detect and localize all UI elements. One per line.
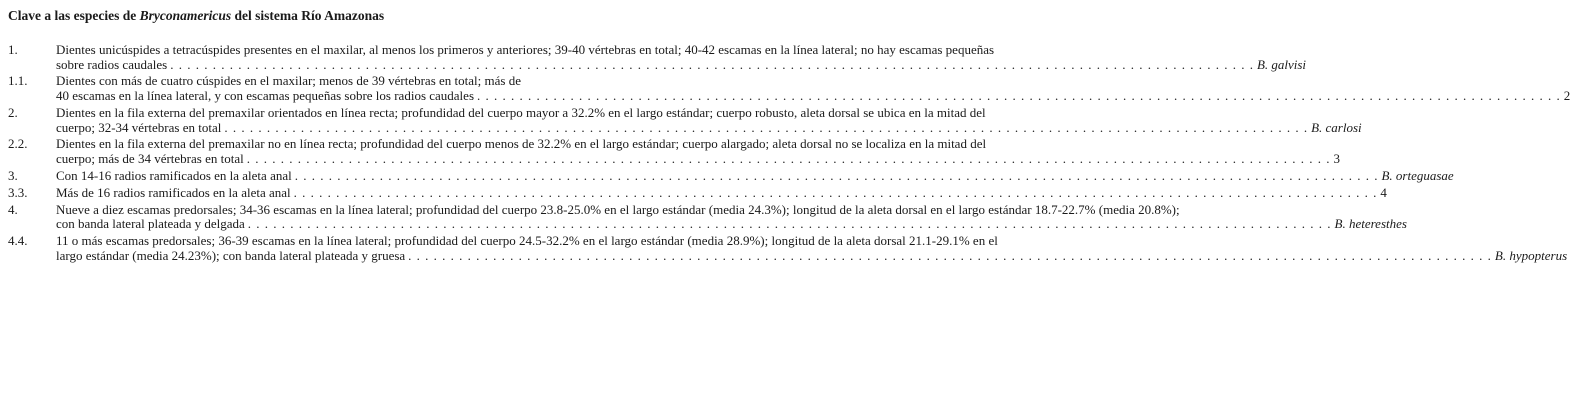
entry-number: 1.1. xyxy=(8,73,28,89)
leader-dots xyxy=(248,217,1332,232)
entry-last-line: largo estándar (media 24.23%); con banda lateral plateada y gruesa xyxy=(56,247,406,263)
entry-number: 1. xyxy=(8,42,18,57)
entry-number: 2.2. xyxy=(8,136,28,152)
entry-last-line: Con 14-16 radios ramificados en la aleta anal xyxy=(56,167,292,183)
key-entry-2-2 xyxy=(8,136,1340,167)
entry-last-line: Más de 16 radios ramificados en la aleta anal xyxy=(56,184,291,200)
leader-dots xyxy=(247,152,1331,167)
entry-last-line: cuerpo; 32-34 vértebras en total xyxy=(56,119,222,135)
entry-number: 3.3. xyxy=(8,184,28,200)
key-entry-1-1 xyxy=(8,73,1570,104)
key-entry-2 xyxy=(8,104,1362,135)
leader-dots xyxy=(170,58,1254,73)
entry-body xyxy=(56,169,1454,184)
title-suffix: del sistema Río Amazonas xyxy=(231,8,385,23)
leader-dots xyxy=(408,249,1492,264)
entry-number: 4.4. xyxy=(8,233,28,249)
entry-last-line: sobre radios caudales xyxy=(56,56,168,72)
leader-dots xyxy=(224,121,1308,136)
entry-target-couplet: 2 xyxy=(1563,88,1570,104)
key-entry-4-4 xyxy=(8,233,1568,263)
entry-body xyxy=(56,106,1362,135)
title-genus: Bryconamericus xyxy=(139,8,232,23)
entry-text: Dientes con más de cuatro cúspides en el maxilar; menos de 39 vértebras en total; más de xyxy=(56,73,521,89)
entry-text: 11 o más escamas predorsales; 36-39 escamas en la línea lateral; profundidad del cuerpo 24.5-32.2% en el largo estándar (media 28.9%); longitud de la aleta dorsal 21.1-29.1% en el xyxy=(56,233,998,249)
entry-last-line: con banda lateral plateada y delgada xyxy=(56,216,245,232)
key-entry-3-3 xyxy=(8,184,1387,201)
leader-dots xyxy=(295,169,1379,184)
entry-number: 3. xyxy=(8,167,18,183)
key-entry-3 xyxy=(8,167,1454,184)
key-entry-1 xyxy=(8,42,1307,72)
entry-target-species: B. galvisi xyxy=(1256,56,1307,72)
entry-body xyxy=(56,43,1306,72)
page-title xyxy=(8,8,625,24)
entry-target-species: B. hypopterus xyxy=(1494,247,1568,263)
entry-text: Dientes en la fila externa del premaxilar no en línea recta; profundidad del cuerpo menos de 32.2% en el largo estándar; cuerpo alargado; aleta dorsal no se localiza en la mitad del xyxy=(56,136,987,152)
entry-target-species: B. heteresthes xyxy=(1334,216,1407,232)
entry-text: Dientes unicúspides a tetracúspides presentes en el maxilar, al menos los primeros y anteriores; 39-40 vértebras en total; 40-42 escamas en la línea lateral; no hay escamas pequeñas xyxy=(56,42,995,57)
key-entry-4 xyxy=(8,201,1407,232)
entry-body xyxy=(56,74,1570,103)
entry-body xyxy=(56,137,1340,166)
entry-number: 4. xyxy=(8,201,18,217)
entry-last-line: cuerpo; más de 34 vértebras en total xyxy=(56,151,244,167)
entry-body xyxy=(56,203,1407,232)
entry-text: Dientes en la fila externa del premaxilar orientados en línea recta; profundidad del cuerpo mayor a 32.2% en el largo estándar; cuerpo robusto, aleta dorsal se ubica en la mitad del xyxy=(56,104,986,120)
entry-last-line: 40 escamas en la línea lateral, y con escamas pequeñas sobre los radios caudales xyxy=(56,88,474,104)
entry-target-couplet: 3 xyxy=(1333,151,1340,167)
entry-body xyxy=(56,234,1567,263)
entry-target-species: B. orteguasae xyxy=(1381,167,1454,183)
leader-dots xyxy=(294,186,1378,201)
title-prefix: Clave a las especies de xyxy=(8,8,140,23)
leader-dots xyxy=(477,89,1561,104)
entry-body xyxy=(56,186,1387,201)
entry-text: Nueve a diez escamas predorsales; 34-36 escamas en la línea lateral; profundidad del cuerpo 23.8-25.0% en el largo estándar (media 24.3%); longitud de la aleta dorsal en el largo estándar 18.7-22.7% (media 20.8%); xyxy=(56,201,1180,217)
entry-target-couplet: 4 xyxy=(1380,184,1387,200)
entry-target-species: B. carlosi xyxy=(1311,119,1362,135)
entry-number: 2. xyxy=(8,104,18,120)
